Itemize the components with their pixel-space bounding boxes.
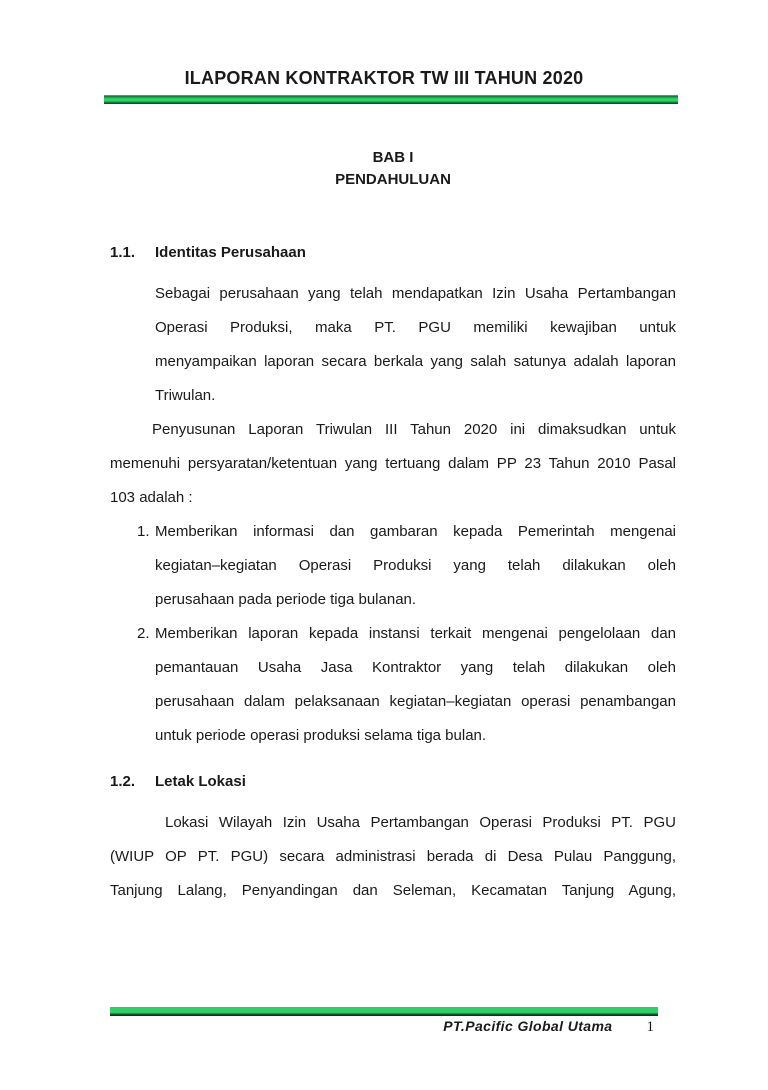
text-line: Memberikan laporan kepada instansi terkait mengenai pengelolaan dan (155, 625, 676, 642)
footer-green-rule (110, 1007, 658, 1016)
text-line: memenuhi persyaratan/ketentuan yang tertuang dalam PP 23 Tahun 2010 Pasal (110, 455, 676, 472)
text-line: Lokasi Wilayah Izin Usaha Pertambangan Operasi Produksi PT. PGU (165, 814, 676, 831)
text-line: Triwulan. (155, 387, 216, 404)
text-line: Operasi Produksi, maka PT. PGU memiliki kewajiban untuk (155, 319, 676, 336)
list-item-number: 1. (137, 523, 150, 540)
chapter-block (110, 147, 676, 191)
text-line: 103 adalah : (110, 489, 193, 506)
document-title: ILAPORAN KONTRAKTOR TW III TAHUN 2020 (184, 68, 584, 88)
section-2-paragraph-1 (110, 806, 676, 908)
text-line: Penyusunan Laporan Triwulan III Tahun 2020 ini dimaksudkan untuk (152, 421, 676, 438)
section-1-heading (110, 243, 676, 263)
list-item (110, 515, 676, 617)
section-2-number: 1.2. (110, 773, 136, 790)
chapter-title: PENDAHULUAN (335, 171, 451, 188)
list-item (110, 617, 676, 753)
section-1-number: 1.1. (110, 244, 136, 261)
text-line: perusahaan pada periode tiga bulanan. (155, 591, 417, 608)
page-number: 1 (646, 1019, 654, 1035)
section-1-list (110, 515, 676, 753)
text-line: Sebagai perusahaan yang telah mendapatkan Izin Usaha Pertambangan (155, 285, 676, 302)
list-item-text (155, 617, 676, 753)
text-line: Tanjung Lalang, Penyandingan dan Seleman, Kecamatan Tanjung Agung, (110, 882, 676, 899)
section-1-title: Identitas Perusahaan (155, 244, 306, 261)
chapter-label: BAB I (372, 149, 414, 166)
list-item-number: 2. (137, 625, 150, 642)
page-footer (110, 1007, 658, 1036)
text-line: kegiatan–kegiatan Operasi Produksi yang telah dilakukan oleh (155, 557, 676, 574)
text-line: untuk periode operasi produksi selama tiga bulan. (155, 727, 487, 744)
document-page (0, 66, 768, 1090)
header-green-rule (104, 95, 678, 104)
section-2-title: Letak Lokasi (155, 773, 246, 790)
footer-company-name: PT.Pacific Global Utama (443, 1018, 613, 1034)
text-line: perusahaan dalam pelaksanaan kegiatan–kegiatan operasi penambangan (155, 693, 676, 710)
text-line: pemantauan Usaha Jasa Kontraktor yang telah dilakukan oleh (155, 659, 676, 676)
section-1-paragraph-2 (110, 413, 676, 515)
list-item-text (155, 515, 676, 617)
section-2-heading (110, 772, 676, 792)
text-line: (WIUP OP PT. PGU) secara administrasi berada di Desa Pulau Panggung, (110, 848, 676, 865)
text-line: menyampaikan laporan secara berkala yang salah satunya adalah laporan (155, 353, 676, 370)
text-line: Memberikan informasi dan gambaran kepada Pemerintah mengenai (155, 523, 676, 540)
section-1-paragraph-1 (155, 277, 676, 413)
